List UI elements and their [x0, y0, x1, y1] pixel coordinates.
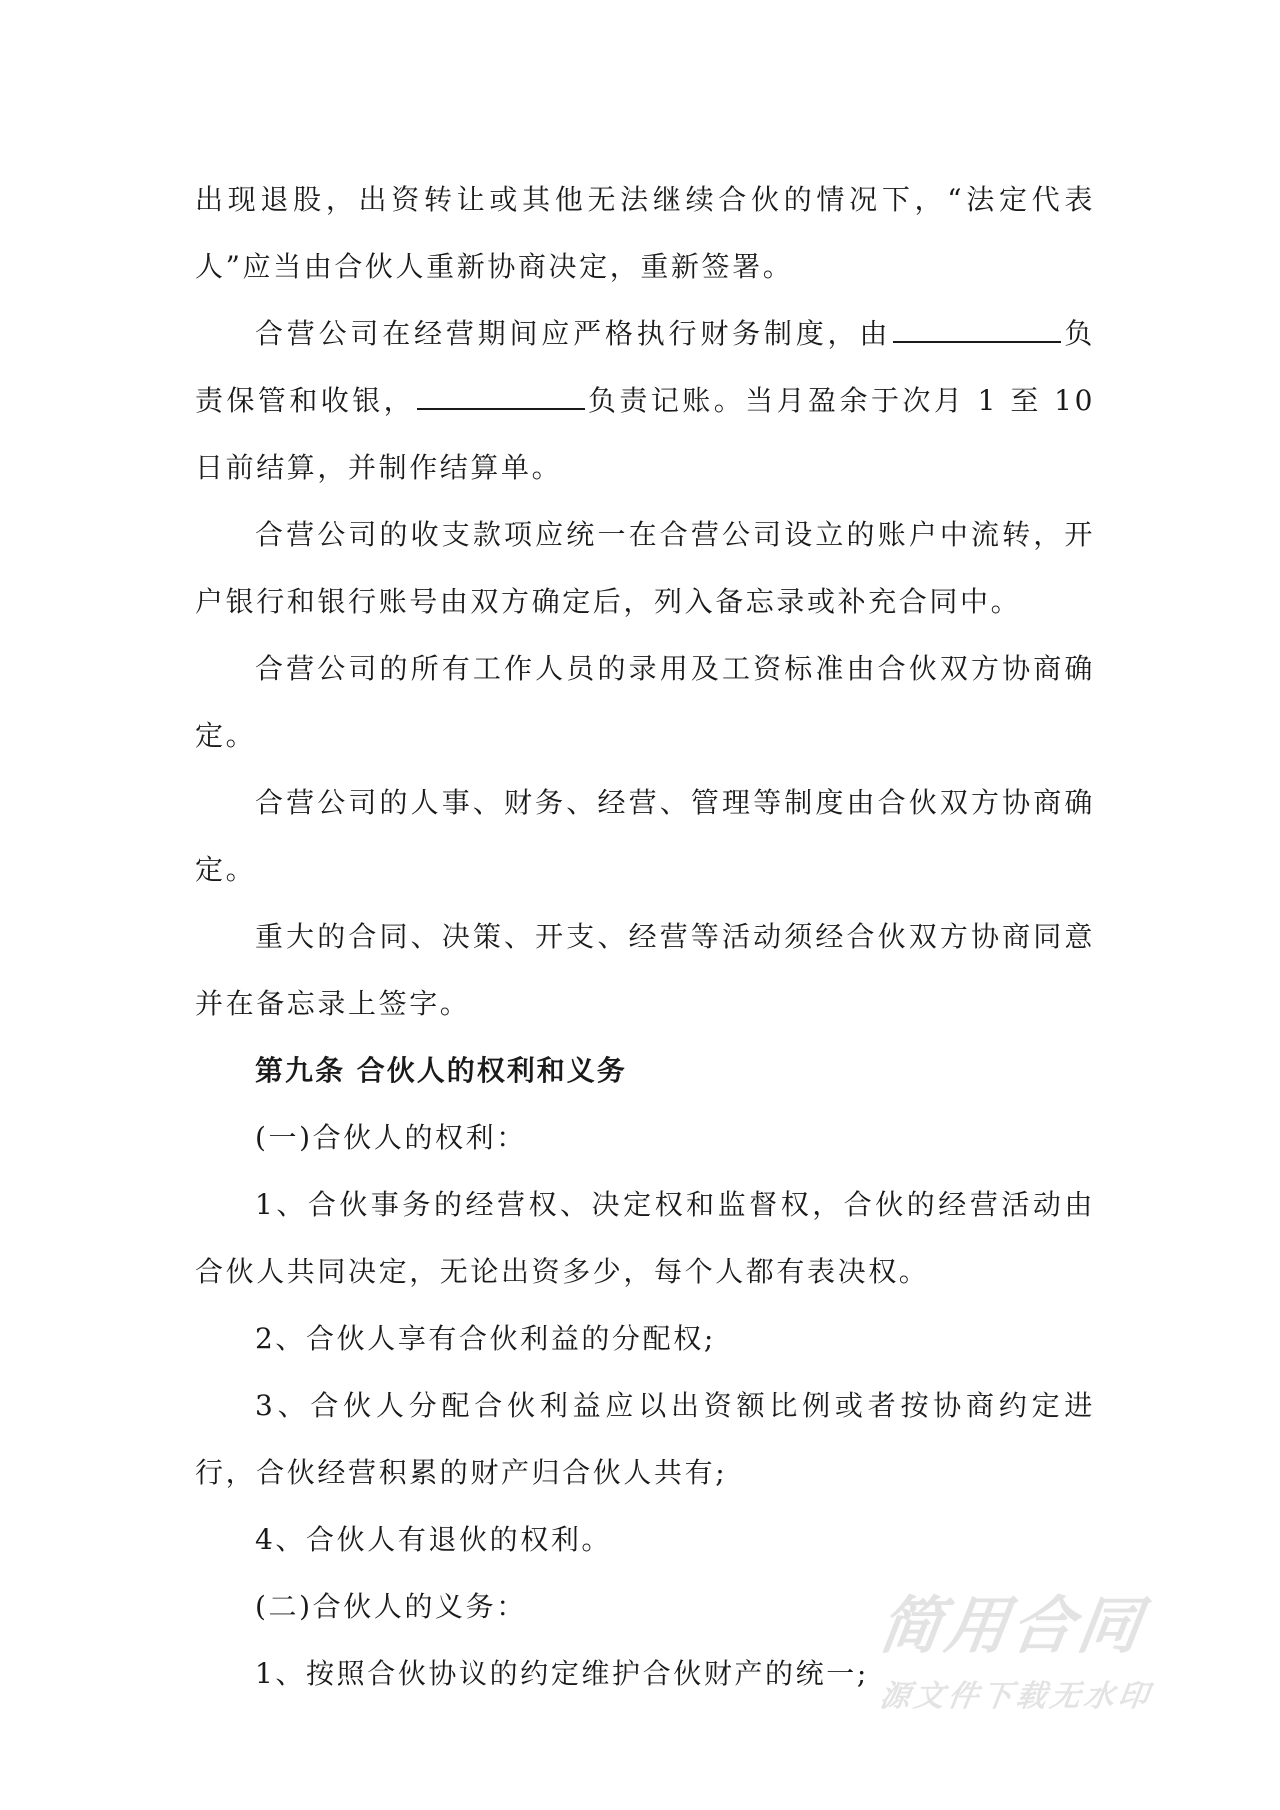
paragraph-major-decisions: 重大的合同、决策、开支、经营等活动须经合伙双方协商同意并在备忘录上签字。: [195, 920, 1095, 1020]
document-page: [195, 166, 1095, 1707]
finance-text-part1: 合营公司在经营期间应严格执行财务制度，由: [255, 317, 892, 350]
rights-item-3: 3、合伙人分配合伙利益应以出资额比例或者按协商约定进行，合伙经营积累的财产归合伙人共有;: [195, 1389, 1095, 1489]
bookkeeper-blank-field[interactable]: [417, 384, 585, 410]
subsection-rights-title: (一)合伙人的权利：: [255, 1121, 527, 1154]
rights-item-4: 4、合伙人有退伙的权利。: [255, 1523, 613, 1556]
paragraph-finance-system: [195, 300, 1095, 501]
paragraph-company-systems: 合营公司的人事、财务、经营、管理等制度由合伙双方协商确定。: [195, 786, 1095, 886]
rights-item-2: 2、合伙人享有合伙利益的分配权;: [255, 1322, 716, 1355]
finance-text-part2: 负责保管和收银，: [195, 317, 1095, 417]
obligations-item-1: 1、按照合伙协议的约定维护合伙财产的统一;: [255, 1657, 869, 1690]
paragraph-legal-representative: 出现退股，出资转让或其他无法继续合伙的情况下，“法定代表人”应当由合伙人重新协商决定，重新签署。: [195, 183, 1095, 283]
finance-text-part3: 负责记账。当月盈余于次月 1 至 10 日前结算，并制作结算单。: [195, 384, 1095, 484]
subsection-obligations-title: (二)合伙人的义务：: [255, 1590, 527, 1623]
paragraph-bank-account: 合营公司的收支款项应统一在合营公司设立的账户中流转，开户银行和银行账号由双方确定后，列入备忘录或补充合同中。: [195, 518, 1095, 618]
paragraph-staff-hiring: 合营公司的所有工作人员的录用及工资标准由合伙双方协商确定。: [195, 652, 1095, 752]
section-heading-article-9: 第九条 合伙人的权利和义务: [255, 1054, 627, 1087]
watermark-brand-text: 简用合同: [874, 1589, 1150, 1662]
watermark: [874, 1589, 1240, 1722]
watermark-tagline: 源文件下载无水印: [877, 1679, 1155, 1714]
custodian-blank-field[interactable]: [893, 317, 1061, 343]
rights-item-1: 1、合伙事务的经营权、决定权和监督权，合伙的经营活动由合伙人共同决定，无论出资多少，每个人都有表决权。: [195, 1188, 1095, 1288]
